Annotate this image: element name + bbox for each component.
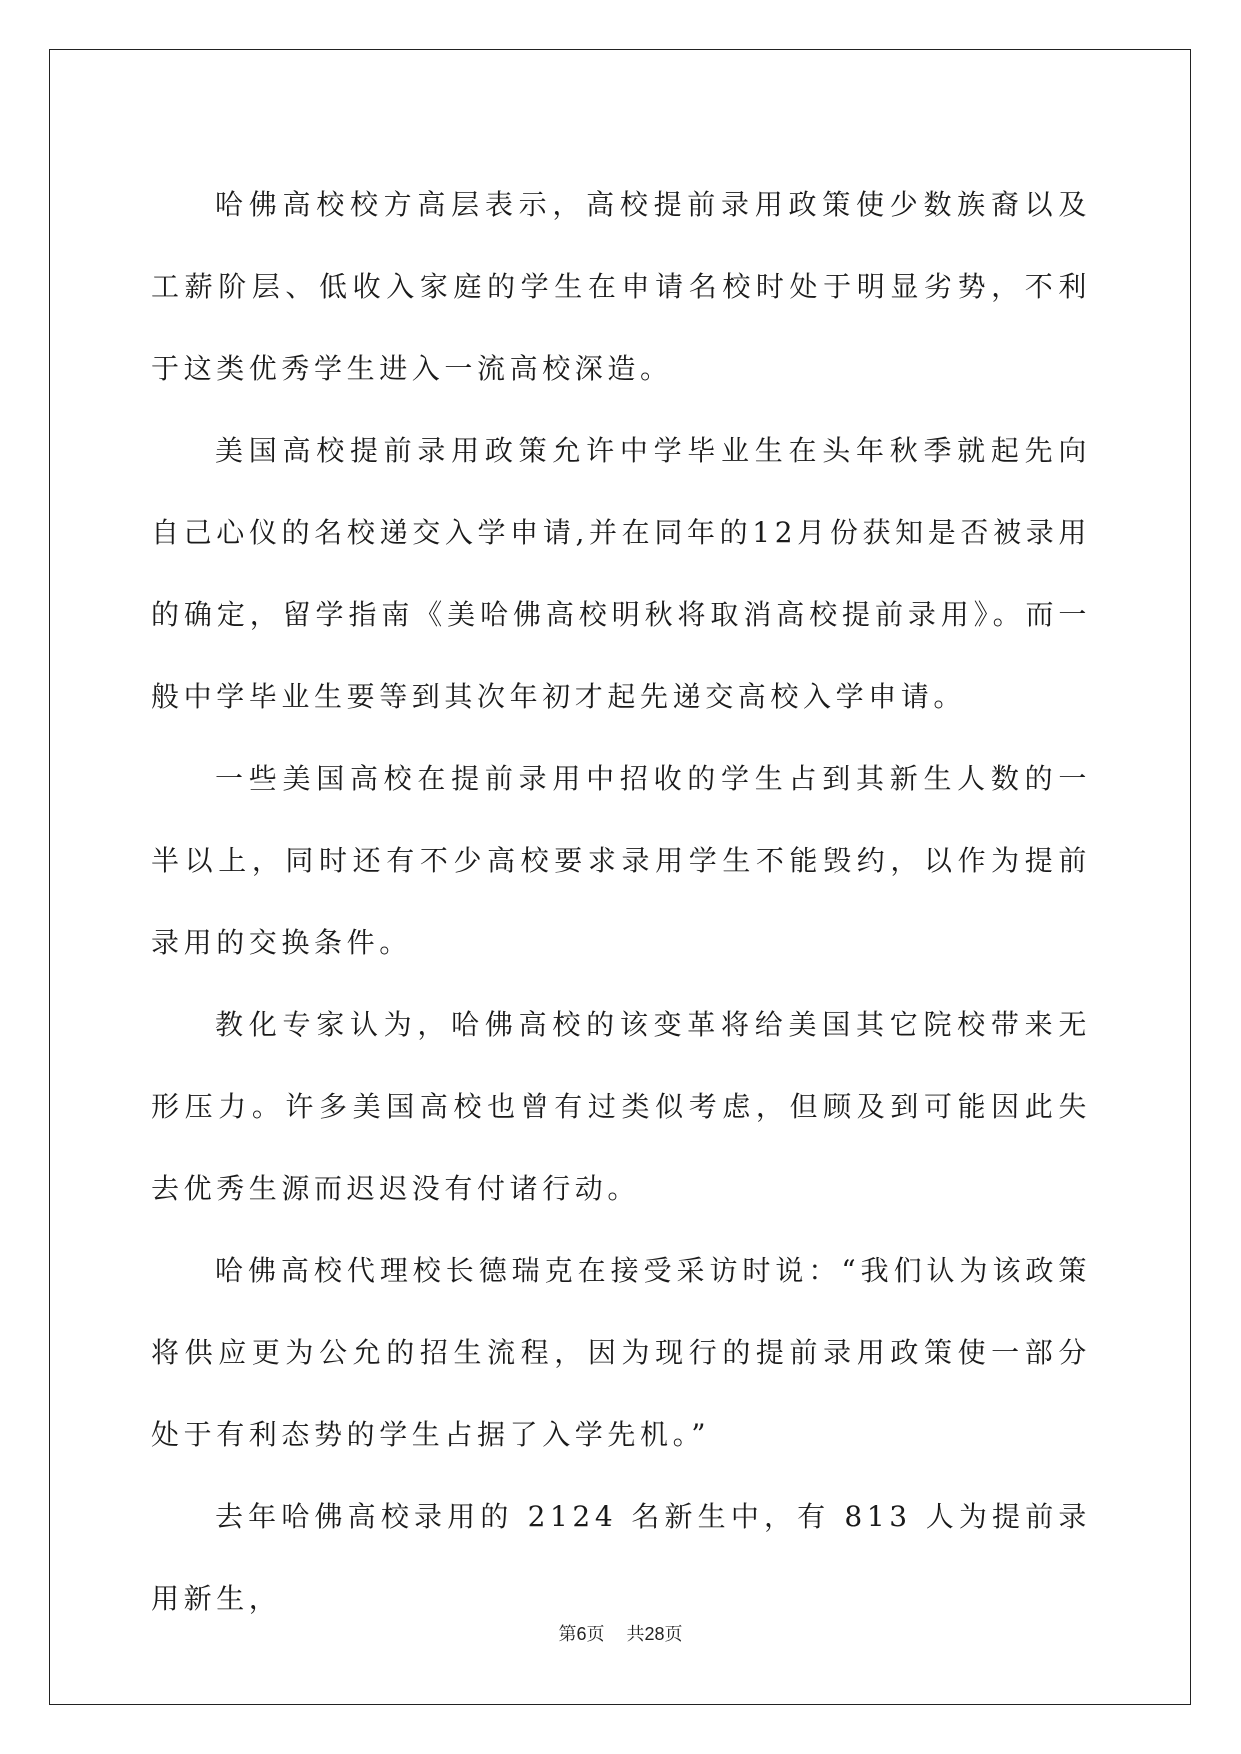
paragraph: 去年哈佛高校录用的 2124 名新生中，有 813 人为提前录用新生， bbox=[151, 1500, 1091, 1615]
document-body bbox=[151, 164, 1091, 1640]
total-pages: 28 bbox=[644, 1624, 665, 1644]
page-footer bbox=[0, 1620, 1241, 1646]
page-prefix: 第 bbox=[558, 1624, 577, 1645]
page-number: 6 bbox=[576, 1624, 587, 1644]
paragraph: 哈佛高校代理校长德瑞克在接受采访时说：“我们认为该政策将供应更为公允的招生流程，因为现行的提前录用政策使一部分处于有利态势的学生占据了入学先机。” bbox=[151, 1254, 1091, 1451]
paragraph: 教化专家认为，哈佛高校的该变革将给美国其它院校带来无形压力。许多美国高校也曾有过类似考虑，但顾及到可能因此失去优秀生源而迟迟没有付诸行动。 bbox=[151, 1008, 1091, 1205]
paragraph: 哈佛高校校方高层表示，高校提前录用政策使少数族裔以及工薪阶层、低收入家庭的学生在申请名校时处于明显劣势，不利于这类优秀学生进入一流高校深造。 bbox=[151, 188, 1091, 385]
total-suffix: 页 bbox=[664, 1624, 683, 1645]
total-prefix: 共 bbox=[626, 1624, 645, 1645]
page-suffix: 页 bbox=[586, 1624, 605, 1645]
paragraph: 一些美国高校在提前录用中招收的学生占到其新生人数的一半以上，同时还有不少高校要求录用学生不能毁约，以作为提前录用的交换条件。 bbox=[151, 762, 1091, 959]
paragraph: 美国高校提前录用政策允许中学毕业生在头年秋季就起先向自己心仪的名校递交入学申请,并在同年的12月份获知是否被录用的确定，留学指南《美哈佛高校明秋将取消高校提前录用》。而一般中学毕业生要等到其次年初才起先递交高校入学申请。 bbox=[151, 434, 1091, 713]
